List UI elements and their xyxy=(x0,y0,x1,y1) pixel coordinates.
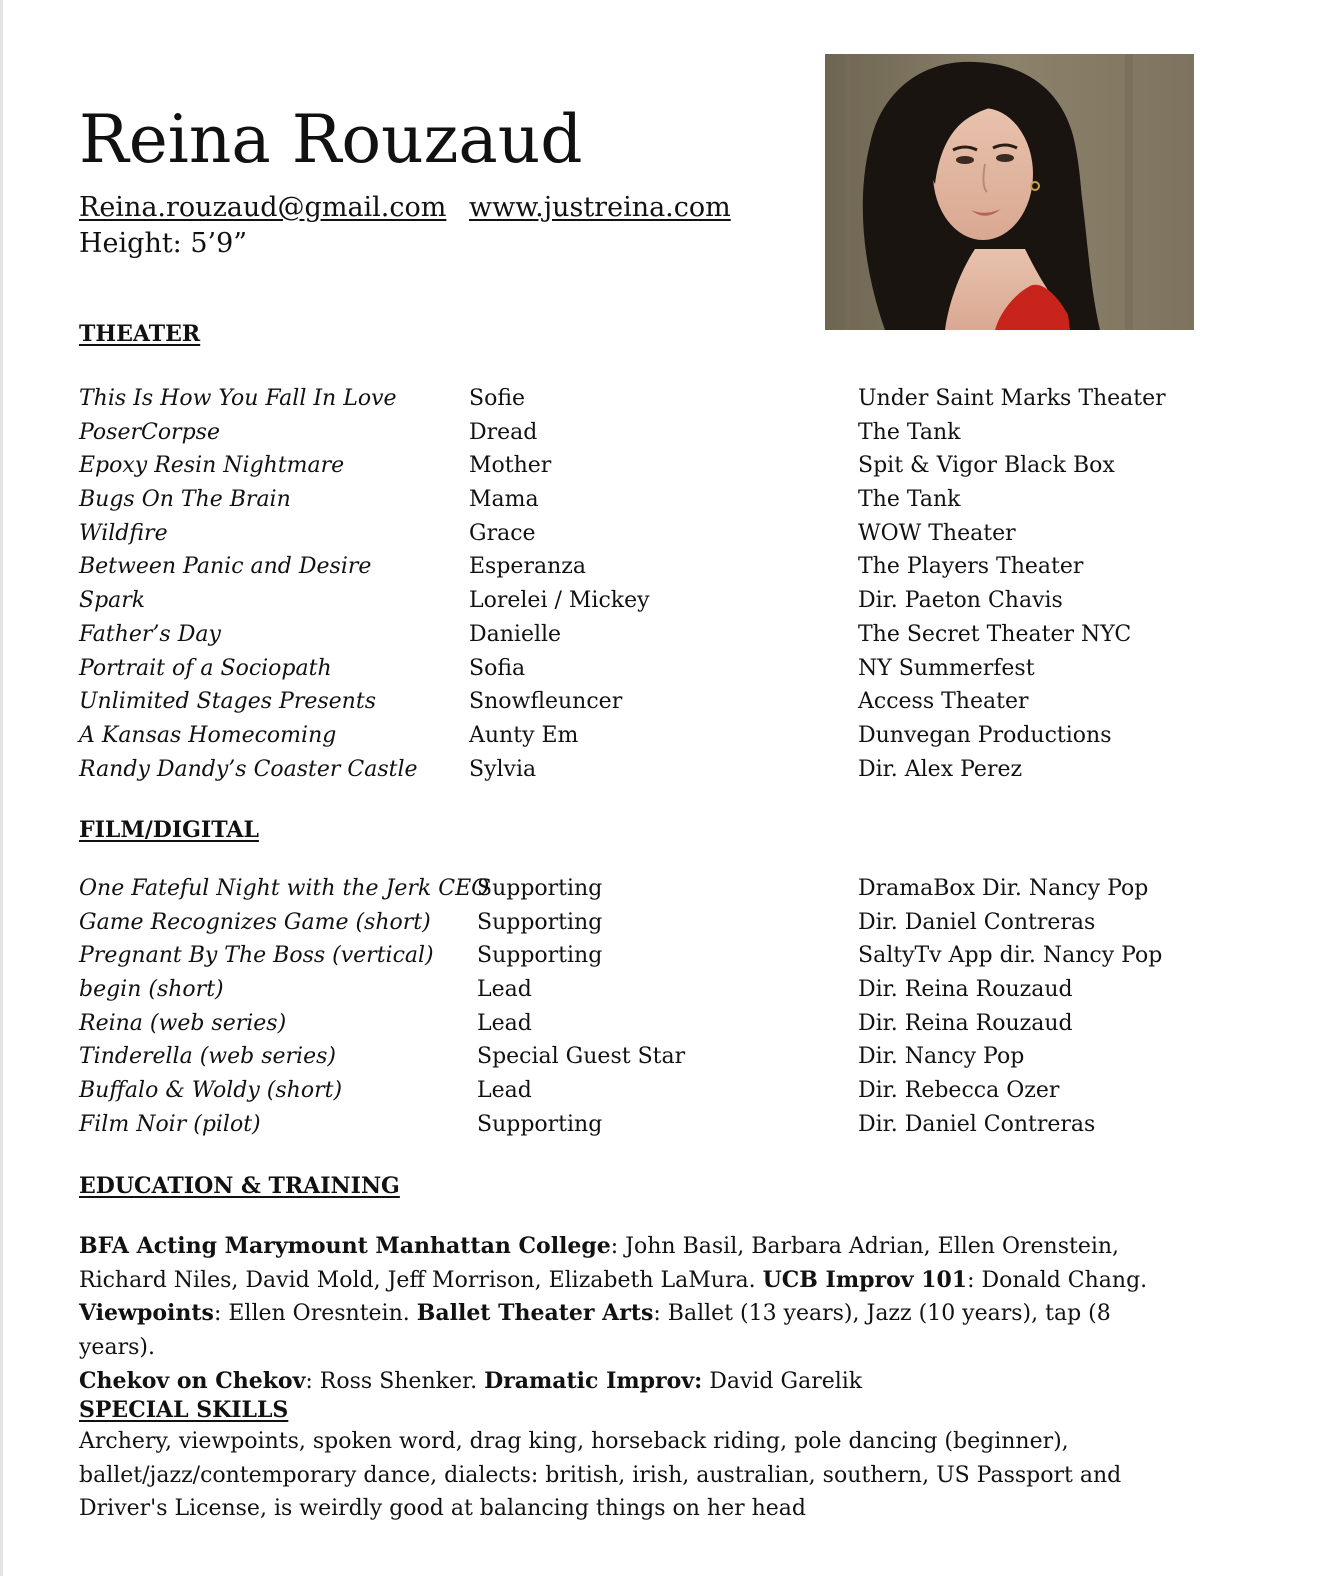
credit-venue: Dir. Daniel Contreras xyxy=(858,909,1096,935)
credit-role: Mother xyxy=(469,453,552,479)
credit-role: Esperanza xyxy=(469,554,586,580)
ballet-label: Ballet Theater Arts xyxy=(416,1300,654,1327)
credit-venue: Dir. Nancy Pop xyxy=(858,1044,1025,1070)
film-heading: FILM/DIGITAL xyxy=(79,817,259,843)
credit-role: Supporting xyxy=(477,876,603,901)
credit-venue: The Players Theater xyxy=(858,554,1084,580)
credit-row xyxy=(79,483,1239,517)
credit-title: Pregnant By The Boss (vertical) xyxy=(79,943,434,969)
credit-row xyxy=(79,719,1239,753)
credit-title: Bugs On The Brain xyxy=(79,487,291,513)
skills-heading: SPECIAL SKILLS xyxy=(79,1397,289,1423)
credit-title: Film Noir (pilot) xyxy=(79,1111,261,1137)
credit-row xyxy=(79,382,1239,416)
skills-text: Archery, viewpoints, spoken word, drag king, horseback riding, pole dancing (beginner), ballet/jazz/contemporary dance, dialects: british, irish, australian, southern, US Passport and Driver's License, is weirdly good at balancing things on her head xyxy=(79,1429,1122,1522)
actor-name: Reina Rouzaud xyxy=(79,101,583,178)
ucb-text: : Donald Chang. xyxy=(967,1267,1148,1293)
credit-venue: NY Summerfest xyxy=(858,655,1035,681)
credit-venue: Dir. Reina Rouzaud xyxy=(858,977,1073,1003)
email-link[interactable]: Reina.rouzaud@gmail.com xyxy=(79,192,447,223)
theater-credits xyxy=(79,382,1239,786)
chekov-text: : Ross Shenker. xyxy=(305,1368,485,1394)
viewpoints-text: : Ellen Oresntein. xyxy=(213,1301,417,1327)
credit-row xyxy=(79,1074,1239,1108)
credit-row xyxy=(79,872,1239,906)
credit-role: Aunty Em xyxy=(469,722,579,748)
credit-role: Sofie xyxy=(469,386,526,411)
credit-title: Spark xyxy=(79,588,146,614)
credit-title: Between Panic and Desire xyxy=(79,554,372,580)
credit-role: Special Guest Star xyxy=(477,1044,686,1070)
credit-venue: Dir. Daniel Contreras xyxy=(858,1111,1096,1137)
credit-row xyxy=(79,449,1239,483)
improv-text: David Garelik xyxy=(702,1368,863,1394)
credit-row xyxy=(79,652,1239,686)
credit-role: Supporting xyxy=(477,943,603,969)
credit-row xyxy=(79,1040,1239,1074)
credit-role: Lead xyxy=(477,1078,532,1104)
credit-role: Supporting xyxy=(477,909,603,935)
credit-role: Lorelei / Mickey xyxy=(469,588,650,614)
credit-venue: The Secret Theater NYC xyxy=(858,621,1132,647)
credit-row xyxy=(79,517,1239,551)
credit-role: Snowfleuncer xyxy=(469,689,623,715)
credit-title: Unlimited Stages Presents xyxy=(79,689,376,715)
credit-title: A Kansas Homecoming xyxy=(79,722,337,748)
credit-row xyxy=(79,753,1239,787)
headshot-photo xyxy=(825,54,1194,330)
credit-venue: Spit & Vigor Black Box xyxy=(858,453,1115,479)
credit-title: Tinderella (web series) xyxy=(79,1044,336,1070)
credit-title: Reina (web series) xyxy=(79,1010,287,1036)
credit-venue: SaltyTv App dir. Nancy Pop xyxy=(858,943,1163,969)
credit-row xyxy=(79,416,1239,450)
credit-row xyxy=(79,1108,1239,1142)
height-text: Height: 5’9” xyxy=(79,228,248,259)
theater-heading: THEATER xyxy=(79,321,201,347)
education-text xyxy=(79,1230,1189,1399)
credit-venue: Dir. Rebecca Ozer xyxy=(858,1078,1060,1104)
bfa-text: : John Basil, Barbara Adrian, Ellen Orenstein, Richard Niles, David Mold, Jeff Morrison, Elizabeth LaMura. xyxy=(79,1234,1120,1293)
credit-role: Lead xyxy=(477,977,532,1003)
credit-row xyxy=(79,939,1239,973)
film-credits xyxy=(79,872,1239,1142)
credit-role: Supporting xyxy=(477,1111,603,1137)
credit-title: Portrait of a Sociopath xyxy=(79,655,332,681)
viewpoints-label: Viewpoints xyxy=(79,1300,214,1327)
credit-row xyxy=(79,1007,1239,1041)
credit-venue: Dir. Reina Rouzaud xyxy=(858,1010,1073,1036)
credit-title: Buffalo & Woldy (short) xyxy=(79,1078,343,1104)
credit-row xyxy=(79,685,1239,719)
page-edge xyxy=(0,0,3,1576)
contact-block xyxy=(79,190,731,262)
credit-title: One Fateful Night with the Jerk CEO xyxy=(79,876,490,901)
credit-title: Randy Dandy’s Coaster Castle xyxy=(79,756,418,782)
credit-venue: The Tank xyxy=(858,487,961,513)
credit-title: Epoxy Resin Nightmare xyxy=(79,453,345,479)
credit-venue: WOW Theater xyxy=(858,520,1016,546)
ucb-label: UCB Improv 101 xyxy=(762,1266,968,1293)
credit-role: Dread xyxy=(469,419,538,445)
credit-row xyxy=(79,550,1239,584)
credit-venue: Access Theater xyxy=(858,689,1029,715)
website-link[interactable]: www.justreina.com xyxy=(469,192,731,223)
credit-title: PoserCorpse xyxy=(79,419,220,445)
education-heading: EDUCATION & TRAINING xyxy=(79,1173,400,1199)
credit-title: Game Recognizes Game (short) xyxy=(79,909,431,935)
credit-venue: Dir. Alex Perez xyxy=(858,756,1023,782)
bfa-label: BFA Acting Marymount Manhattan College xyxy=(79,1233,611,1259)
credit-venue: The Tank xyxy=(858,419,961,445)
credit-venue: Dunvegan Productions xyxy=(858,722,1112,748)
credit-role: Danielle xyxy=(469,621,562,647)
credit-title: Wildfire xyxy=(79,520,168,546)
credit-title: This Is How You Fall In Love xyxy=(79,386,397,411)
ballet-text: : Ballet (13 years), Jazz (10 years), tap (8 years). xyxy=(79,1301,1111,1361)
credit-venue: Dir. Paeton Chavis xyxy=(858,588,1063,614)
credit-venue: Under Saint Marks Theater xyxy=(858,386,1166,411)
credit-title: Father’s Day xyxy=(79,621,221,647)
credit-role: Lead xyxy=(477,1010,532,1036)
credit-row xyxy=(79,584,1239,618)
credit-row xyxy=(79,618,1239,652)
credit-row xyxy=(79,906,1239,940)
credit-role: Sofia xyxy=(469,655,526,681)
credit-venue: DramaBox Dir. Nancy Pop xyxy=(858,876,1149,901)
credit-role: Grace xyxy=(469,520,536,546)
chekov-label: Chekov on Chekov xyxy=(79,1367,306,1394)
improv-label: Dramatic Improv: xyxy=(484,1367,703,1394)
credit-role: Sylvia xyxy=(469,756,537,782)
credit-title: begin (short) xyxy=(79,977,224,1003)
credit-role: Mama xyxy=(469,487,539,513)
credit-row xyxy=(79,973,1239,1007)
